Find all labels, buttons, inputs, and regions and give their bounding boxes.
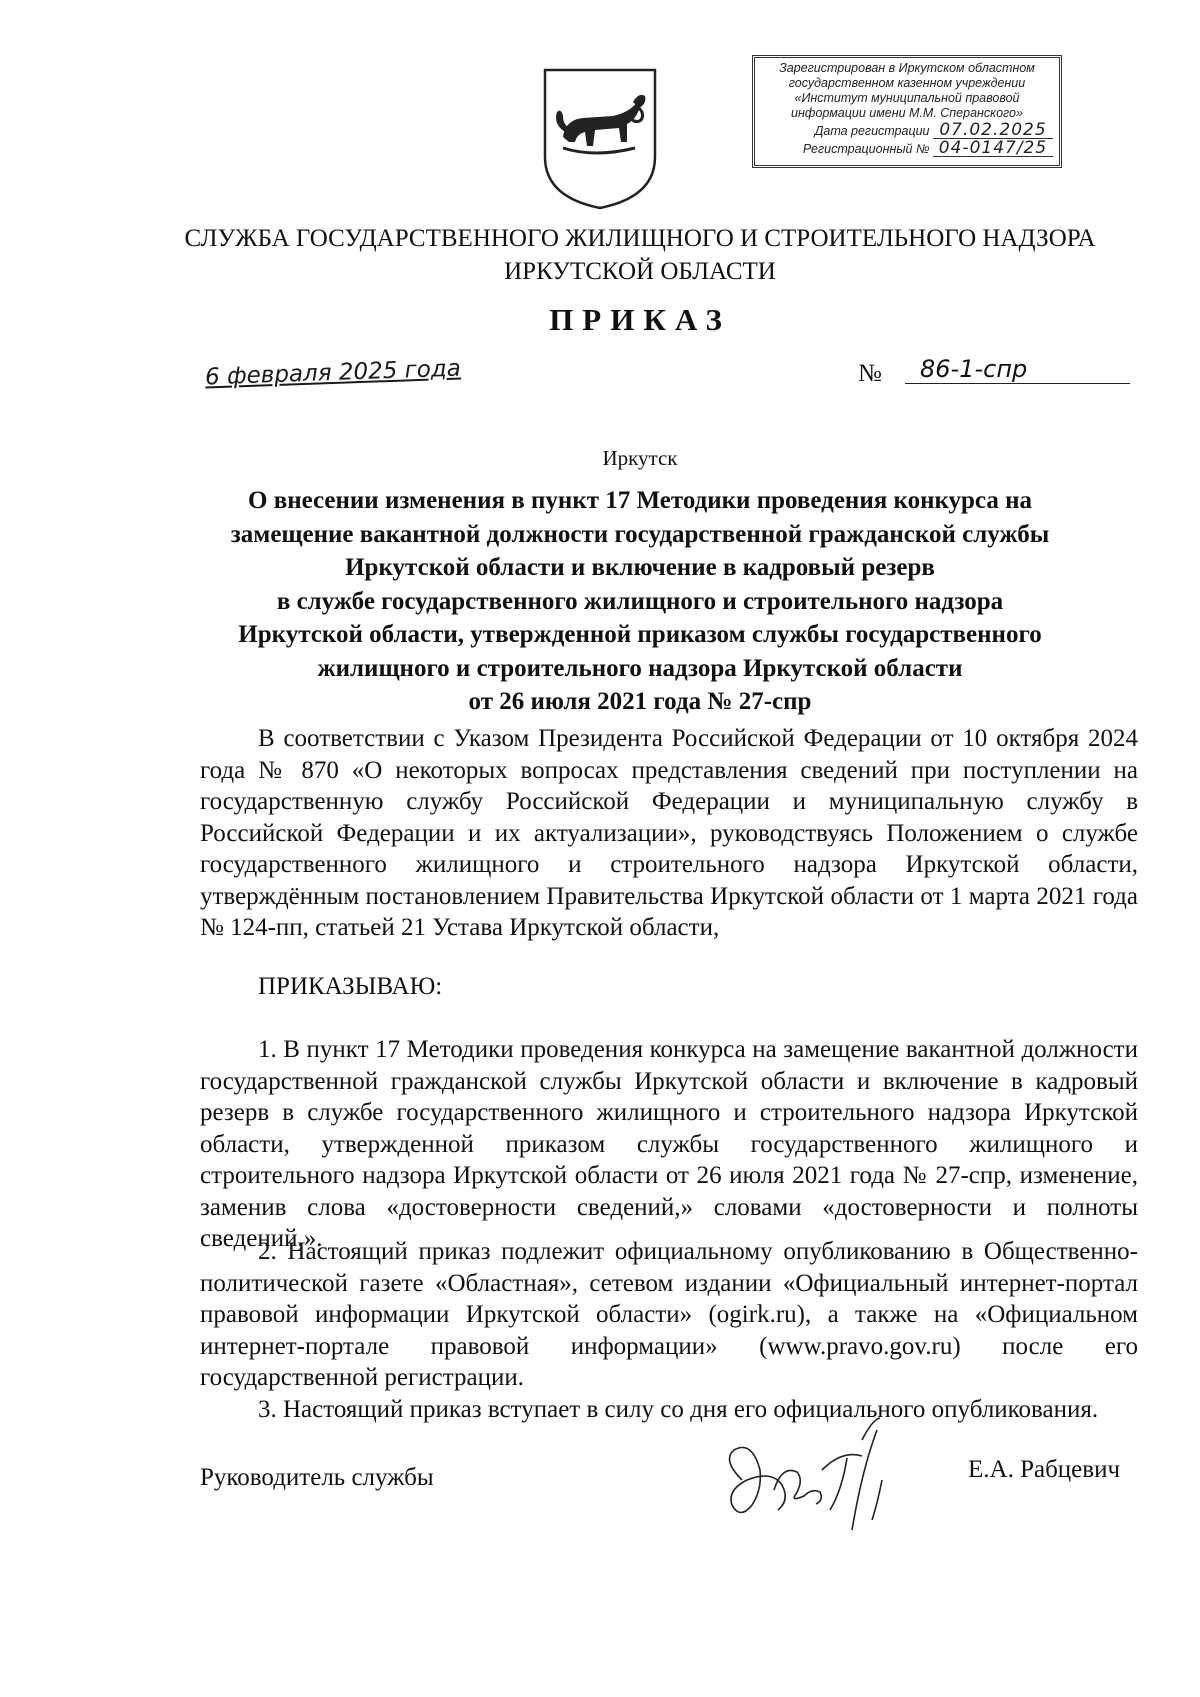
heading-line: Иркутской области, утвержденной приказом службы государственного (238, 621, 1042, 648)
stamp-line: информации имени М.М. Сперанского» (791, 106, 1023, 120)
stamp-date-row (761, 120, 1053, 140)
handwritten-signature (712, 1410, 922, 1550)
heading-line: Иркутской области и включение в кадровый резерв (345, 554, 935, 581)
stamp-reg-value: 04-0147/25 (933, 141, 1053, 157)
irkutsk-coat-of-arms-emblem (535, 62, 665, 212)
stamp-line: Зарегистрирован в Иркутском областном (779, 61, 1035, 75)
heading-line: замещение вакантной должности государственной гражданской службы (230, 520, 1050, 548)
intro-paragraph: В соответствии с Указом Президента Российской Федерации от 10 октября 2024 года № 870 «О некоторых вопросах представления сведений при поступлении на государственную службу Российской Федерации и муниципальную службу в Российской Федерации и их актуализации», руководствуясь Положением о службе государственного жилищного и строительного надзора Иркутской области, утверждённым постановлением Правительства Иркутской области от 1 марта 2021 года № 124-пп, статьей 21 Устава Иркутской области, (200, 725, 1138, 941)
heading-line: жилищного и строительного надзора Иркутской области (317, 654, 963, 682)
stamp-date-label: Дата регистрации (814, 124, 930, 138)
handwritten-date: 6 февраля 2025 года (204, 355, 462, 391)
signatory-name: Е.А. Рабцевич (968, 1456, 1121, 1483)
stamp-reg-label: Регистрационный № (802, 142, 930, 156)
heading-line: в службе государственного жилищного и строительного надзора (276, 587, 1004, 615)
number-label: № (858, 360, 882, 387)
org-line: ИРКУТСКОЙ ОБЛАСТИ (504, 258, 776, 285)
org-line: СЛУЖБА ГОСУДАРСТВЕННОГО ЖИЛИЩНОГО И СТРОИТЕЛЬНОГО НАДЗОРА (184, 225, 1096, 252)
heading-line: от 26 июля 2021 года № 27-спр (468, 688, 812, 715)
handwritten-number: 86-1-спр (905, 355, 1130, 384)
item-1-paragraph: 1. В пункт 17 Методики проведения конкурса на замещение вакантной должности государственной гражданской службы Иркутской области и включение в кадровый резерв в службе государственного жилищного и строительного надзора Иркутской области, утвержденной приказом службы государственного жилищного и строительного надзора Иркутской области от 26 июля 2021 года № 27-спр, изменение, заменив слова «достоверности сведений,» словами «достоверности и полноты сведений,». (200, 1036, 1138, 1252)
item-3-paragraph: 3. Настоящий приказ вступает в силу со дня его официального опубликования. (258, 1396, 1099, 1423)
city-name: Иркутск (602, 446, 678, 470)
heading-line: О внесении изменения в пункт 17 Методики проведения конкурса на (248, 487, 1032, 514)
stamp-date-value: 07.02.2025 (933, 123, 1053, 139)
stamp-reg-row (761, 138, 1053, 158)
order-word: ПРИКАЗЫВАЮ: (258, 973, 443, 1000)
organization-name (180, 222, 1100, 288)
stamp-line: «Институт муниципальной правовой (794, 91, 1020, 105)
stamp-line: государственном казенном учреждении (788, 76, 1026, 90)
registration-stamp (752, 55, 1062, 168)
document-heading (200, 484, 1080, 719)
signatory-role: Руководитель службы (200, 1464, 434, 1491)
item-2-paragraph: 2. Настоящий приказ подлежит официальному опубликованию в Общественно-политической газете «Областная», сетевом издании «Официальный интернет-портал правовой информации Иркутской области» (ogirk.ru), а также на «Официальном интернет-портале правовой информации» (www.pravo.gov.ru) после его государственной регистрации. (200, 1238, 1138, 1391)
document-type-title: ПРИКАЗ (549, 302, 731, 337)
